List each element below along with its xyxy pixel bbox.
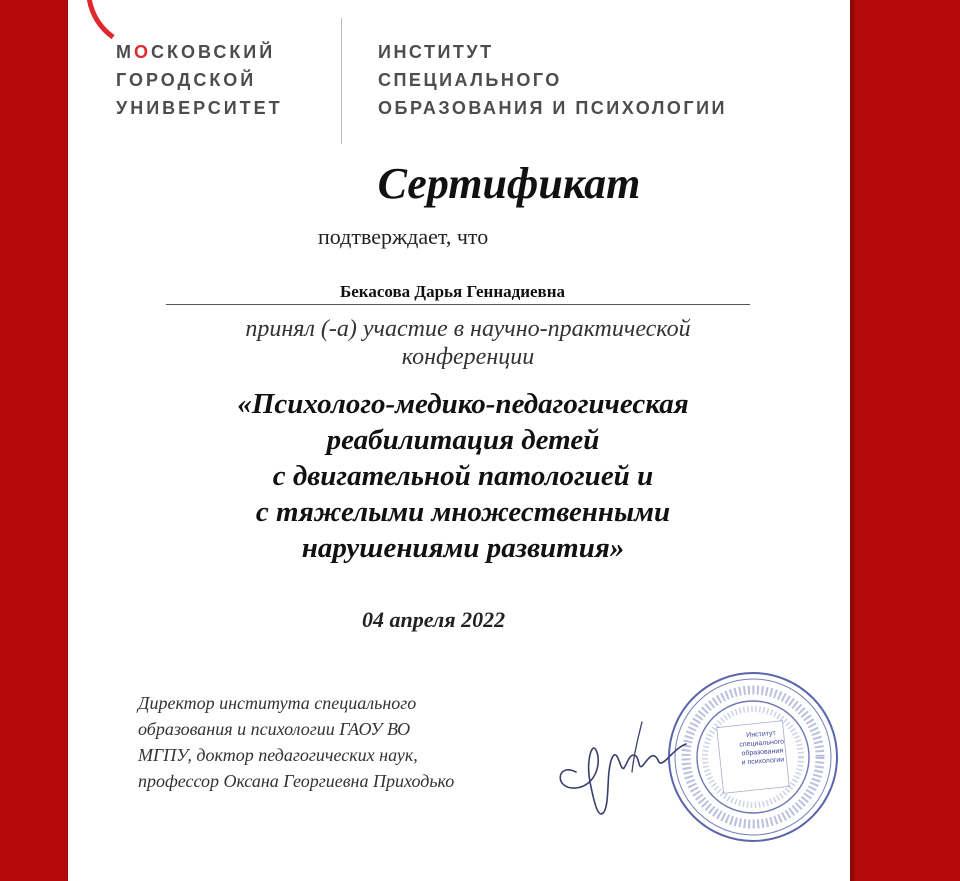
university-name: [116, 38, 283, 122]
signatory-block: [138, 690, 454, 794]
institute-line-1: ИНСТИТУТ: [378, 42, 494, 62]
stamp-line-1: Институт: [746, 730, 777, 740]
stamp-line-4: и психологии: [741, 756, 785, 767]
university-line-2: ГОРОДСКОЙ: [116, 70, 257, 90]
frame-edge: [850, 0, 856, 881]
university-line-1-text: МОСКОВСКИЙ: [116, 42, 276, 62]
conference-line-5: нарушениями развития»: [301, 532, 625, 564]
logo-accent-letter: О: [134, 42, 152, 62]
university-line-1: [116, 38, 283, 66]
institute-line-2: СПЕЦИАЛЬНОГО: [378, 70, 562, 90]
certificate-title: Сертификат: [377, 159, 641, 208]
institute-name: [378, 38, 727, 122]
institute-line-3: ОБРАЗОВАНИЯ И ПСИХОЛОГИИ: [378, 98, 727, 118]
signatory-line-4: профессор Оксана Георгиевна Приходько: [138, 771, 455, 791]
university-line-3: УНИВЕРСИТЕТ: [116, 98, 283, 118]
participation-text: [168, 315, 768, 371]
header-divider: [341, 18, 342, 144]
certificate-date: 04 апреля 2022: [362, 607, 506, 632]
stamp-line-3: образования: [741, 747, 784, 758]
conference-line-2: реабилитация детей: [326, 424, 600, 456]
conference-title: [158, 386, 768, 566]
stamp-center-text: [731, 728, 793, 768]
signatory-line-2: образования и психологии ГАОУ ВО: [138, 719, 411, 739]
signatory-line-1: Директор института специального: [138, 693, 417, 713]
confirms-text: подтверждает, что: [318, 224, 489, 249]
conference-line-4: с тяжелыми множественными: [255, 496, 671, 528]
recipient-name: Бекасова Дарья Геннадиевна: [340, 282, 566, 301]
recipient-underline: [166, 304, 750, 305]
signatory-line-3: МГПУ, доктор педагогических наук,: [138, 745, 418, 765]
conference-line-3: с двигательной патологией и: [272, 460, 654, 492]
participation-line-2: конференции: [401, 344, 535, 370]
conference-line-1: «Психолого-медико-педагогическая: [237, 388, 689, 420]
certificate-page: [68, 0, 850, 881]
participation-line-1: принял (-а) участие в научно-практической: [245, 316, 691, 342]
stamp-line-2: специального: [739, 738, 785, 749]
